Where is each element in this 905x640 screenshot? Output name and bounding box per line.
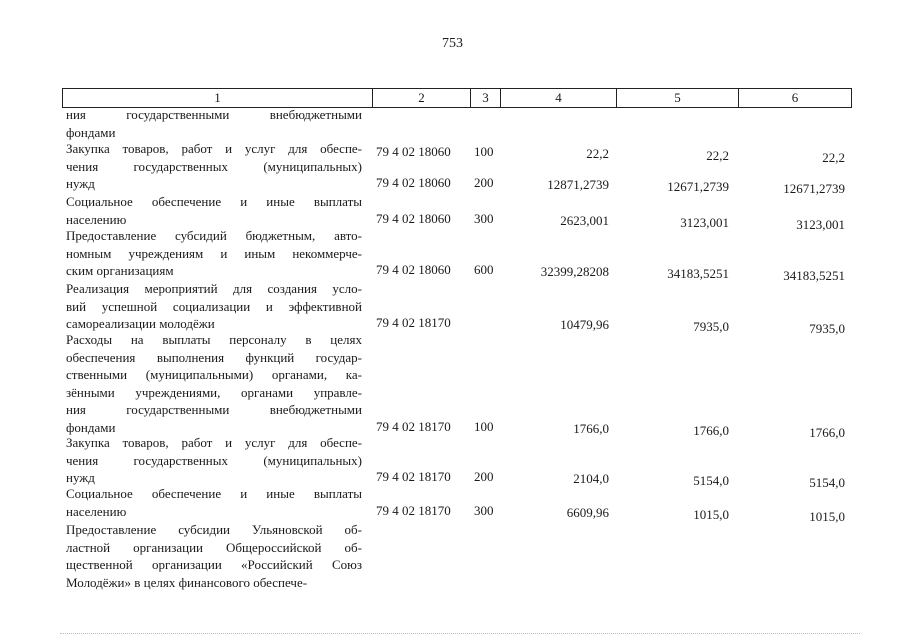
- row-value-col5: 34183,5251: [667, 266, 729, 282]
- row-value-col4: 2623,001: [560, 212, 609, 228]
- row-expense-type: 100: [474, 143, 494, 159]
- row-description-line: Закупка товаров, работ и услуг для обеспе-: [66, 435, 362, 450]
- row-description: [66, 106, 362, 141]
- row-description-line: вий успешной социализации и эффективной: [66, 298, 362, 314]
- row-value-col4: 10479,96: [560, 317, 609, 333]
- column-header-6: 6: [738, 89, 851, 107]
- row-description-line: фондами: [66, 419, 116, 435]
- row-value-col6: 22,2: [822, 149, 845, 165]
- row-value-col4: 1766,0: [573, 421, 609, 436]
- row-value-col6: 12671,2739: [783, 181, 845, 197]
- row-description-line: населению: [66, 211, 127, 227]
- row-value-col4: 2104,0: [573, 471, 609, 487]
- row-expense-type: 300: [474, 210, 494, 226]
- row-description-line: чения государственных (муниципальных): [66, 452, 362, 468]
- row-code: 79 4 02 18170: [376, 419, 451, 434]
- row-value-col6: 3123,001: [796, 216, 845, 232]
- row-description-line: Социальное обеспечение и иные выплаты: [66, 486, 362, 501]
- row-description: [66, 193, 362, 228]
- row-description-line: Социальное обеспечение и иные выплаты: [66, 194, 362, 209]
- row-value-col5: 22,2: [706, 147, 729, 163]
- row-description-line: чения государственных (муниципальных): [66, 158, 362, 174]
- row-description-line: Молодёжи» в целях финансового обеспече-: [66, 574, 308, 590]
- row-code: 79 4 02 18060: [376, 143, 451, 159]
- row-description: [66, 140, 362, 193]
- row-description-line: ским организациям: [66, 263, 174, 279]
- row-description: [66, 227, 362, 280]
- row-value-col6: 7935,0: [809, 321, 845, 337]
- row-value-col5: 5154,0: [693, 473, 729, 489]
- row-code: 79 4 02 18060: [376, 175, 451, 191]
- row-value-col4: 6609,96: [566, 504, 609, 520]
- row-value-col6: 1766,0: [809, 425, 845, 440]
- row-description-line: нужд: [66, 176, 95, 192]
- row-description-line: щественной организации «Российский Союз: [66, 557, 362, 573]
- row-description-line: ственными (муниципальными) органами, ка-: [66, 367, 362, 383]
- row-expense-type: 300: [474, 502, 494, 518]
- row-description-line: Расходы на выплаты персоналу в целях: [66, 332, 362, 347]
- row-description-line: самореализации молодёжи: [66, 316, 215, 332]
- column-header-4: 4: [500, 89, 616, 107]
- row-description: [66, 331, 362, 437]
- row-description-line: Предоставление субсидии Ульяновской об-: [66, 522, 362, 537]
- row-code: 79 4 02 18060: [376, 262, 451, 278]
- row-description-line: Реализация мероприятий для создания усло-: [66, 281, 362, 296]
- row-value-col5: 1766,0: [693, 423, 729, 438]
- row-description: [66, 434, 362, 487]
- row-description-line: номным учреждениям и иным некоммерче-: [66, 245, 362, 261]
- row-description-line: обеспечения выполнения функций государ-: [66, 349, 362, 365]
- row-code: 79 4 02 18170: [376, 315, 451, 331]
- column-header-1: 1: [214, 90, 221, 105]
- row-description-line: ния государственными внебюджетными: [66, 107, 362, 122]
- row-expense-type: 600: [474, 262, 494, 278]
- row-expense-type: 100: [474, 419, 494, 434]
- row-value-col6: 34183,5251: [783, 268, 845, 284]
- column-header-5: 5: [616, 89, 738, 107]
- row-description-line: ния государственными внебюджетными: [66, 402, 362, 418]
- row-value-col4: 12871,2739: [547, 177, 609, 193]
- row-description: [66, 485, 362, 520]
- row-description-line: ластной организации Общероссийской об-: [66, 539, 362, 555]
- row-description-line: Предоставление субсидий бюджетным, авто-: [66, 228, 362, 243]
- column-header-2: 2: [372, 89, 470, 107]
- row-code: 79 4 02 18060: [376, 210, 451, 226]
- row-value-col6: 5154,0: [809, 475, 845, 491]
- column-header-3: 3: [470, 89, 500, 107]
- row-description: [66, 280, 362, 333]
- row-value-col5: 12671,2739: [667, 179, 729, 195]
- row-description-line: зёнными учреждениями, органами управле-: [66, 384, 362, 400]
- row-value-col4: 32399,28208: [540, 264, 609, 280]
- row-value-col4: 22,2: [586, 145, 609, 161]
- row-value-col6: 1015,0: [809, 508, 845, 524]
- row-description: [66, 521, 362, 591]
- row-description-line: нужд: [66, 470, 95, 486]
- row-expense-type: 200: [474, 175, 494, 191]
- row-value-col5: 3123,001: [680, 214, 729, 230]
- row-value-col5: 7935,0: [693, 319, 729, 335]
- row-description-line: фондами: [66, 124, 116, 140]
- page-number: 753: [442, 36, 463, 51]
- row-value-col5: 1015,0: [693, 506, 729, 522]
- row-description-line: населению: [66, 503, 127, 519]
- row-code: 79 4 02 18170: [376, 469, 451, 485]
- scan-artifact-line: [60, 631, 860, 634]
- row-description-line: Закупка товаров, работ и услуг для обеспе-: [66, 141, 362, 156]
- row-code: 79 4 02 18170: [376, 502, 451, 518]
- row-expense-type: 200: [474, 469, 494, 485]
